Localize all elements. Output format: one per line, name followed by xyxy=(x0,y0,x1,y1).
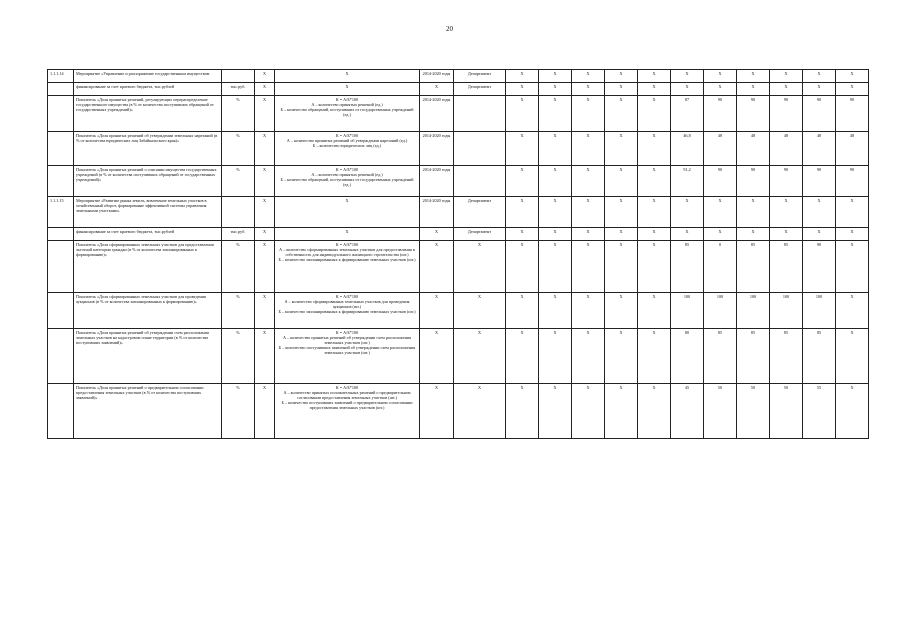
value-cell: 90 xyxy=(836,166,869,197)
executor-cell: X xyxy=(454,241,506,293)
formula-line: К = А/Б*100 xyxy=(335,97,359,102)
value-cell: X xyxy=(506,293,539,329)
formula-line: А – количество принятых решений (ед.) xyxy=(311,102,383,108)
row-name-cell: финансирование за счет краевого бюджета, тыс.рублей xyxy=(74,228,222,241)
value-cell: X xyxy=(605,241,638,293)
mark-cell: X xyxy=(255,293,275,329)
value-cell: X xyxy=(704,228,737,241)
value-cell: 100 xyxy=(737,293,770,329)
value-cell: X xyxy=(671,197,704,228)
formula-cell xyxy=(275,241,420,293)
formula-cell xyxy=(275,166,420,197)
value-cell: 80 xyxy=(671,329,704,384)
value-cell: 48 xyxy=(803,132,836,166)
value-cell: 48 xyxy=(704,132,737,166)
value-cell: 50 xyxy=(770,384,803,439)
mark-cell: X xyxy=(255,70,275,83)
value-cell: 0 xyxy=(704,241,737,293)
value-cell: X xyxy=(539,241,572,293)
value-cell: X xyxy=(605,96,638,132)
formula-line: Б – количество поступивших заявлений о предварительном согласовании предоставления земельных участков (шт.) xyxy=(281,400,413,411)
value-cell: 90 xyxy=(704,166,737,197)
value-cell: X xyxy=(704,197,737,228)
formula-cell xyxy=(275,197,420,228)
unit-cell xyxy=(222,197,255,228)
formula-line: А – количество принятых решений об утверждении нарезаний (ед.) xyxy=(286,138,408,144)
value-cell: 50 xyxy=(704,384,737,439)
row-name-cell: Показатель «Доля сформированных земельных участков для проведения аукционов (в % от количества запланированных к формированию)» xyxy=(74,293,222,329)
value-cell: 100 xyxy=(671,293,704,329)
formula-line: А – количество принятых решений (ед.) xyxy=(311,172,383,178)
value-cell: 90 xyxy=(704,96,737,132)
value-cell: X xyxy=(572,329,605,384)
row-number-cell xyxy=(48,96,74,132)
value-cell: 90 xyxy=(836,96,869,132)
mark-cell: X xyxy=(255,228,275,241)
value-cell: X xyxy=(803,70,836,83)
executor-cell xyxy=(454,132,506,166)
value-cell: X xyxy=(572,241,605,293)
formula-cell xyxy=(275,132,420,166)
row-name-cell: Показатель «Доля принятых решений, регулирующих перераспределение государственного имущества (в % от количества поступивших обращений от государственных учреждений)» xyxy=(74,96,222,132)
value-cell: X xyxy=(605,293,638,329)
period-cell: 2014-2020 годы xyxy=(420,197,454,228)
value-cell: X xyxy=(506,329,539,384)
period-cell: X xyxy=(420,329,454,384)
value-cell: X xyxy=(539,132,572,166)
value-cell: X xyxy=(803,83,836,96)
value-cell: X xyxy=(539,166,572,197)
value-cell: X xyxy=(638,293,671,329)
row-number-cell: 1.1.1.14 xyxy=(48,70,74,83)
value-cell: X xyxy=(737,197,770,228)
mark-cell: X xyxy=(255,384,275,439)
formula-line: К = А/Б*100 xyxy=(335,385,359,390)
table-row xyxy=(48,70,869,83)
formula-cell xyxy=(275,96,420,132)
mark-cell: X xyxy=(255,96,275,132)
row-number-cell xyxy=(48,83,74,96)
executor-cell: Департамент xyxy=(454,228,506,241)
value-cell: 100 xyxy=(803,293,836,329)
value-cell: X xyxy=(671,83,704,96)
formula-line: К = А/Б*100 xyxy=(335,167,359,172)
formula-line: Б – количество запланированных к формированию земельных участков (шт.) xyxy=(278,257,416,263)
row-name-cell: Показатель «Доля принятых решений о списании имущества государственных учреждений (в % от количества поступивших обращений от государственных учреждений)» xyxy=(74,166,222,197)
unit-cell: % xyxy=(222,241,255,293)
value-cell: X xyxy=(836,228,869,241)
table-row xyxy=(48,166,869,197)
unit-cell: % xyxy=(222,96,255,132)
value-cell: 48 xyxy=(737,132,770,166)
value-cell: X xyxy=(605,83,638,96)
value-cell: X xyxy=(671,70,704,83)
period-cell: 2014-2020 годы xyxy=(420,96,454,132)
period-cell: 2014-2020 годы xyxy=(420,166,454,197)
formula-line: А – количество принятых положительных решений о предварительном согласовании предоставления земельных участков (шт.) xyxy=(283,390,411,401)
value-cell: X xyxy=(572,70,605,83)
value-cell: X xyxy=(572,83,605,96)
value-cell: X xyxy=(638,132,671,166)
formula-line: А – количество сформированных земельных участков для предоставления в собственность для индивидуального жилищного строительства (шт.) xyxy=(279,247,415,258)
value-cell: 90 xyxy=(737,96,770,132)
value-cell: 46,8 xyxy=(671,132,704,166)
period-cell: X xyxy=(420,228,454,241)
mark-cell: X xyxy=(255,329,275,384)
value-cell: 90 xyxy=(770,166,803,197)
value-cell: X xyxy=(704,70,737,83)
value-cell: X xyxy=(605,197,638,228)
unit-cell xyxy=(222,70,255,83)
value-cell: X xyxy=(704,83,737,96)
value-cell: X xyxy=(638,384,671,439)
row-number-cell xyxy=(48,293,74,329)
table-row xyxy=(48,96,869,132)
value-cell: X xyxy=(770,228,803,241)
value-cell: X xyxy=(506,384,539,439)
unit-cell: % xyxy=(222,166,255,197)
formula-cell xyxy=(275,329,420,384)
value-cell: X xyxy=(506,228,539,241)
value-cell: 90 xyxy=(737,166,770,197)
value-cell: X xyxy=(539,384,572,439)
executor-cell xyxy=(454,166,506,197)
table-row xyxy=(48,329,869,384)
value-cell: X xyxy=(638,228,671,241)
formula-line: А – количество принятых решений об утверждении схем расположения земельных участков (шт.) xyxy=(283,335,411,346)
value-cell: X xyxy=(539,197,572,228)
period-cell: X xyxy=(420,384,454,439)
table-row xyxy=(48,241,869,293)
value-cell: X xyxy=(539,83,572,96)
value-cell: 85 xyxy=(803,329,836,384)
value-cell: 45 xyxy=(671,384,704,439)
table-row xyxy=(48,197,869,228)
value-cell: X xyxy=(506,70,539,83)
value-cell: X xyxy=(638,329,671,384)
value-cell: X xyxy=(638,197,671,228)
executor-cell xyxy=(454,96,506,132)
period-cell: X xyxy=(420,241,454,293)
value-cell: X xyxy=(506,132,539,166)
value-cell: X xyxy=(836,329,869,384)
value-cell: 55 xyxy=(803,384,836,439)
formula-cell xyxy=(275,293,420,329)
unit-cell: % xyxy=(222,384,255,439)
executor-cell: Департамент xyxy=(454,83,506,96)
value-cell: X xyxy=(770,83,803,96)
row-number-cell xyxy=(48,166,74,197)
value-cell: 48 xyxy=(836,132,869,166)
value-cell: 85 xyxy=(737,329,770,384)
formula-line: А – количество сформированных земельных участков для проведения аукционов (шт.) xyxy=(284,299,410,310)
value-cell: X xyxy=(506,83,539,96)
formula-line: К = А/Б*100 xyxy=(335,133,359,138)
value-cell: X xyxy=(572,197,605,228)
formula-line: Б – количество поступивших заявлений об утверждении схем расположения земельных участков (шт.) xyxy=(278,345,416,356)
value-cell: X xyxy=(638,166,671,197)
value-cell: 100 xyxy=(770,293,803,329)
period-cell: X xyxy=(420,83,454,96)
row-name-cell: Мероприятие «Управление и распоряжение государственным имуществом xyxy=(74,70,222,83)
formula-line: Б – количество запланированных к формированию земельных участков (шт.) xyxy=(278,309,416,315)
formula-line: К = А/Б*100 xyxy=(335,330,359,335)
value-cell: X xyxy=(539,70,572,83)
program-table xyxy=(47,69,869,439)
value-cell: X xyxy=(836,241,869,293)
unit-cell: % xyxy=(222,329,255,384)
formula-cell xyxy=(275,384,420,439)
value-cell: 85 xyxy=(671,241,704,293)
value-cell: X xyxy=(836,197,869,228)
value-cell: 87 xyxy=(671,96,704,132)
formula-cell xyxy=(275,228,420,241)
row-number-cell xyxy=(48,384,74,439)
value-cell: X xyxy=(638,70,671,83)
row-name-cell: Показатель «Доля принятых решений об утверждении схем расположения земельных участков на кадастровом плане территории (в % от количества поступивших заявлений)» xyxy=(74,329,222,384)
period-cell: 2014-2020 годы xyxy=(420,132,454,166)
formula-line: Б – количество юридических лиц (ед.) xyxy=(312,143,382,149)
formula-line: К = А/Б*100 xyxy=(335,242,359,247)
row-number-cell xyxy=(48,228,74,241)
mark-cell: X xyxy=(255,166,275,197)
unit-cell: % xyxy=(222,132,255,166)
value-cell: X xyxy=(506,96,539,132)
formula-line: X xyxy=(345,71,349,76)
value-cell: X xyxy=(572,228,605,241)
formula-line: Б – количество обращений, поступивших от государственных учреждений (ед.) xyxy=(280,107,414,118)
unit-cell: % xyxy=(222,293,255,329)
table-row xyxy=(48,83,869,96)
value-cell: X xyxy=(572,293,605,329)
value-cell: X xyxy=(737,83,770,96)
value-cell: X xyxy=(803,197,836,228)
formula-line: X xyxy=(345,84,349,89)
value-cell: X xyxy=(605,70,638,83)
value-cell: X xyxy=(770,70,803,83)
value-cell: 90 xyxy=(770,96,803,132)
table-row xyxy=(48,228,869,241)
value-cell: 90 xyxy=(803,166,836,197)
row-number-cell: 1.1.1.15 xyxy=(48,197,74,228)
row-name-cell: Показатель «Доля принятых решений об утверждении земельных нарезаний (в % от количества юридических лиц Забайкальского края)» xyxy=(74,132,222,166)
value-cell: X xyxy=(539,293,572,329)
mark-cell: X xyxy=(255,241,275,293)
value-cell: X xyxy=(572,132,605,166)
value-cell: X xyxy=(506,241,539,293)
value-cell: X xyxy=(605,166,638,197)
row-number-cell xyxy=(48,132,74,166)
mark-cell: X xyxy=(255,132,275,166)
mark-cell: X xyxy=(255,197,275,228)
executor-cell: Департамент xyxy=(454,197,506,228)
value-cell: X xyxy=(836,83,869,96)
row-name-cell: Показатель «Доля сформированных земельных участков для предоставления льготной категории граждан (в % от количества запланированных к формированию)» xyxy=(74,241,222,293)
value-cell: 85 xyxy=(737,241,770,293)
formula-line: X xyxy=(345,229,349,234)
unit-cell: тыс.руб. xyxy=(222,83,255,96)
row-name-cell: Мероприятие «Развитие рынка земель, вовлечение земельных участков в хозяйственный оборот, формирование эффективной системы управления земельными участками» xyxy=(74,197,222,228)
row-name-cell: Показатель «Доля принятых решений о предварительном согласовании предоставления земельных участков (в % от количества поступивших заявлений)» xyxy=(74,384,222,439)
value-cell: 90 xyxy=(803,96,836,132)
page-number: 20 xyxy=(446,25,453,33)
value-cell: X xyxy=(836,384,869,439)
value-cell: 91,2 xyxy=(671,166,704,197)
formula-line: X xyxy=(345,198,349,203)
value-cell: X xyxy=(506,197,539,228)
value-cell: X xyxy=(572,384,605,439)
value-cell: 100 xyxy=(704,293,737,329)
value-cell: X xyxy=(638,83,671,96)
formula-line: Б – количество обращений, поступивших от государственных учреждений (ед.) xyxy=(280,177,414,188)
value-cell: X xyxy=(605,132,638,166)
formula-cell xyxy=(275,83,420,96)
value-cell: X xyxy=(671,228,704,241)
value-cell: 85 xyxy=(770,329,803,384)
row-number-cell xyxy=(48,241,74,293)
value-cell: 90 xyxy=(803,241,836,293)
value-cell: X xyxy=(539,329,572,384)
value-cell: X xyxy=(605,384,638,439)
value-cell: 85 xyxy=(704,329,737,384)
value-cell: X xyxy=(836,70,869,83)
value-cell: X xyxy=(836,293,869,329)
value-cell: 85 xyxy=(770,241,803,293)
value-cell: X xyxy=(572,96,605,132)
executor-cell: X xyxy=(454,293,506,329)
value-cell: 50 xyxy=(737,384,770,439)
table-row xyxy=(48,384,869,439)
value-cell: X xyxy=(737,70,770,83)
value-cell: X xyxy=(539,96,572,132)
period-cell: 2014-2020 годы xyxy=(420,70,454,83)
row-number-cell xyxy=(48,329,74,384)
mark-cell: X xyxy=(255,83,275,96)
unit-cell: тыс.руб. xyxy=(222,228,255,241)
formula-cell xyxy=(275,70,420,83)
value-cell: X xyxy=(605,228,638,241)
value-cell: 48 xyxy=(770,132,803,166)
value-cell: X xyxy=(803,228,836,241)
executor-cell: X xyxy=(454,384,506,439)
value-cell: X xyxy=(539,228,572,241)
value-cell: X xyxy=(737,228,770,241)
value-cell: X xyxy=(770,197,803,228)
table-row xyxy=(48,293,869,329)
table-row xyxy=(48,132,869,166)
period-cell: X xyxy=(420,293,454,329)
executor-cell: Департамент xyxy=(454,70,506,83)
value-cell: X xyxy=(605,329,638,384)
executor-cell: X xyxy=(454,329,506,384)
formula-line: К = А/Б*100 xyxy=(335,294,359,299)
value-cell: X xyxy=(572,166,605,197)
value-cell: X xyxy=(506,166,539,197)
row-name-cell: финансирование за счет краевого бюджета, тыс.рублей xyxy=(74,83,222,96)
value-cell: X xyxy=(638,241,671,293)
value-cell: X xyxy=(638,96,671,132)
